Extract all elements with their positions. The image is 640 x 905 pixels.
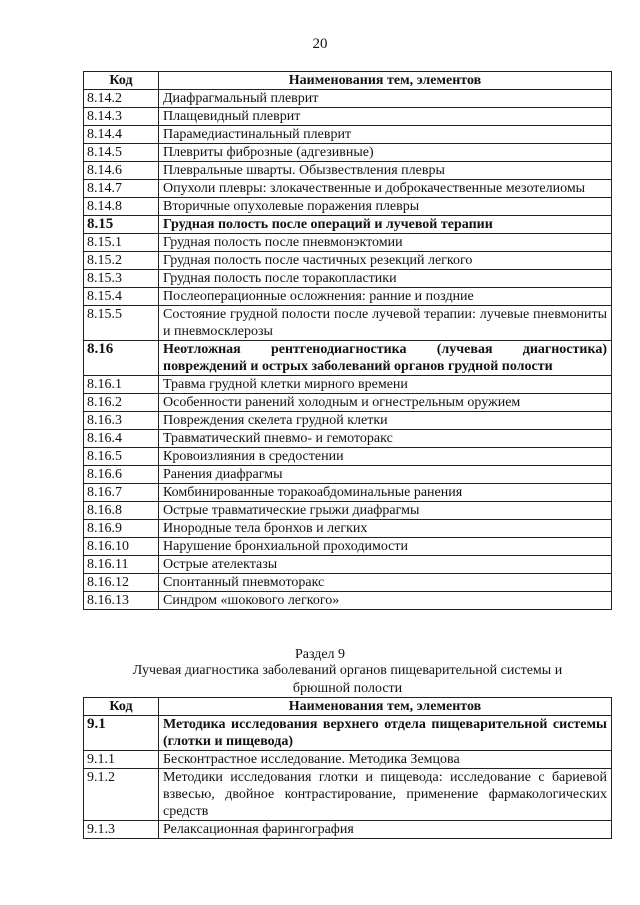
row-topic-name: Кровоизлияния в средостении: [159, 448, 612, 466]
row-code: 8.14.4: [84, 126, 159, 144]
row-topic-name: Неотложная рентгенодиагностика (лучевая диагностика) повреждений и острых заболеваний органов грудной полости: [159, 341, 612, 376]
row-topic-name: Состояние грудной полости после лучевой терапии: лучевые пневмониты и пневмосклерозы: [159, 306, 612, 341]
row-code: 8.14.8: [84, 198, 159, 216]
row-topic-name: Методика исследования верхнего отдела пищеварительной системы (глотки и пищевода): [159, 716, 612, 751]
table-row: [84, 751, 612, 769]
row-topic-name: Вторичные опухолевые поражения плевры: [159, 198, 612, 216]
table-header-row: [84, 698, 612, 716]
row-topic-name: Грудная полость после торакопластики: [159, 270, 612, 288]
table-row: [84, 90, 612, 108]
table-row: [84, 538, 612, 556]
table-row: [84, 716, 612, 751]
table-row: [84, 341, 612, 376]
row-topic-name: Диафрагмальный плеврит: [159, 90, 612, 108]
table-row: [84, 412, 612, 430]
table-row: [84, 108, 612, 126]
table-row: [84, 216, 612, 234]
row-code: 8.16.9: [84, 520, 159, 538]
row-topic-name: Инородные тела бронхов и легких: [159, 520, 612, 538]
row-code: 9.1.1: [84, 751, 159, 769]
row-code: 8.16.11: [84, 556, 159, 574]
row-topic-name: Грудная полость после частичных резекций легкого: [159, 252, 612, 270]
row-code: 8.16.13: [84, 592, 159, 610]
row-code: 8.16.7: [84, 484, 159, 502]
table-row: [84, 252, 612, 270]
row-code: 8.16.2: [84, 394, 159, 412]
table-row: [84, 466, 612, 484]
table-row: [84, 234, 612, 252]
row-topic-name: Плащевидный плеврит: [159, 108, 612, 126]
topics-table: [83, 71, 612, 610]
section9-topics-table: [83, 697, 612, 839]
row-code: 8.16.5: [84, 448, 159, 466]
table-row: [84, 376, 612, 394]
row-topic-name: Повреждения скелета грудной клетки: [159, 412, 612, 430]
section9-table-body: [84, 716, 612, 839]
row-topic-name: Травма грудной клетки мирного времени: [159, 376, 612, 394]
table-header-row: [84, 72, 612, 90]
table-row: [84, 502, 612, 520]
table-row: [84, 198, 612, 216]
row-code: 9.1: [84, 716, 159, 751]
row-topic-name: Грудная полость после пневмонэктомии: [159, 234, 612, 252]
row-code: 8.14.6: [84, 162, 159, 180]
row-topic-name: Ранения диафрагмы: [159, 466, 612, 484]
row-code: 8.16.4: [84, 430, 159, 448]
row-code: 9.1.3: [84, 821, 159, 839]
topics-table-body: [84, 90, 612, 610]
table-row: [84, 394, 612, 412]
row-code: 8.15.4: [84, 288, 159, 306]
table-row: [84, 821, 612, 839]
table-row: [84, 270, 612, 288]
table-row: [84, 520, 612, 538]
row-topic-name: Плевриты фиброзные (адгезивные): [159, 144, 612, 162]
table-row: [84, 126, 612, 144]
section-heading: Раздел 9: [294, 647, 346, 662]
table-row: [84, 448, 612, 466]
table-row: [84, 484, 612, 502]
row-code: 8.15.2: [84, 252, 159, 270]
row-code: 8.14.5: [84, 144, 159, 162]
row-code: 8.15.1: [84, 234, 159, 252]
row-topic-name: Острые травматические грыжи диафрагмы: [159, 502, 612, 520]
row-topic-name: Нарушение бронхиальной проходимости: [159, 538, 612, 556]
row-topic-name: Парамедиастинальный плеврит: [159, 126, 612, 144]
row-code: 8.16.8: [84, 502, 159, 520]
row-code: 8.15.3: [84, 270, 159, 288]
row-topic-name: Комбинированные торакоабдоминальные ранения: [159, 484, 612, 502]
table-row: [84, 556, 612, 574]
code-column-header: Код: [84, 72, 159, 90]
code-column-header: Код: [84, 698, 159, 716]
page-number: 20: [312, 36, 328, 52]
row-topic-name: Релаксационная фарингография: [159, 821, 612, 839]
row-code: 9.1.2: [84, 769, 159, 821]
row-topic-name: Спонтанный пневмоторакс: [159, 574, 612, 592]
row-code: 8.16.1: [84, 376, 159, 394]
table-row: [84, 430, 612, 448]
row-code: 8.15: [84, 216, 159, 234]
row-topic-name: Плевральные шварты. Обызвествления плевры: [159, 162, 612, 180]
row-code: 8.16.3: [84, 412, 159, 430]
row-topic-name: Грудная полость после операций и лучевой терапии: [159, 216, 612, 234]
row-topic-name: Особенности ранений холодным и огнестрельным оружием: [159, 394, 612, 412]
name-column-header: Наименования тем, элементов: [159, 72, 612, 90]
section-title: Лучевая диагностика заболеваний органов пищеварительной системы и брюшной полости: [132, 663, 563, 696]
table-row: [84, 769, 612, 821]
row-topic-name: Синдром «шокового легкого»: [159, 592, 612, 610]
row-code: 8.16.10: [84, 538, 159, 556]
row-code: 8.15.5: [84, 306, 159, 341]
row-code: 8.16.12: [84, 574, 159, 592]
name-column-header: Наименования тем, элементов: [159, 698, 612, 716]
row-topic-name: Травматический пневмо- и гемоторакс: [159, 430, 612, 448]
table-row: [84, 162, 612, 180]
row-code: 8.16: [84, 341, 159, 376]
table-row: [84, 306, 612, 341]
row-topic-name: Послеоперационные осложнения: ранние и поздние: [159, 288, 612, 306]
table-row: [84, 288, 612, 306]
row-code: 8.16.6: [84, 466, 159, 484]
row-code: 8.14.2: [84, 90, 159, 108]
row-topic-name: Острые ателектазы: [159, 556, 612, 574]
table-row: [84, 574, 612, 592]
row-topic-name: Бесконтрастное исследование. Методика Земцова: [159, 751, 612, 769]
table-row: [84, 180, 612, 198]
row-topic-name: Методики исследования глотки и пищевода: исследование с бариевой взвесью, двойное контрастирование, применение фармакологических средств: [159, 769, 612, 821]
row-topic-name: Опухоли плевры: злокачественные и доброкачественные мезотелиомы: [159, 180, 612, 198]
table-row: [84, 144, 612, 162]
row-code: 8.14.7: [84, 180, 159, 198]
table-row: [84, 592, 612, 610]
row-code: 8.14.3: [84, 108, 159, 126]
